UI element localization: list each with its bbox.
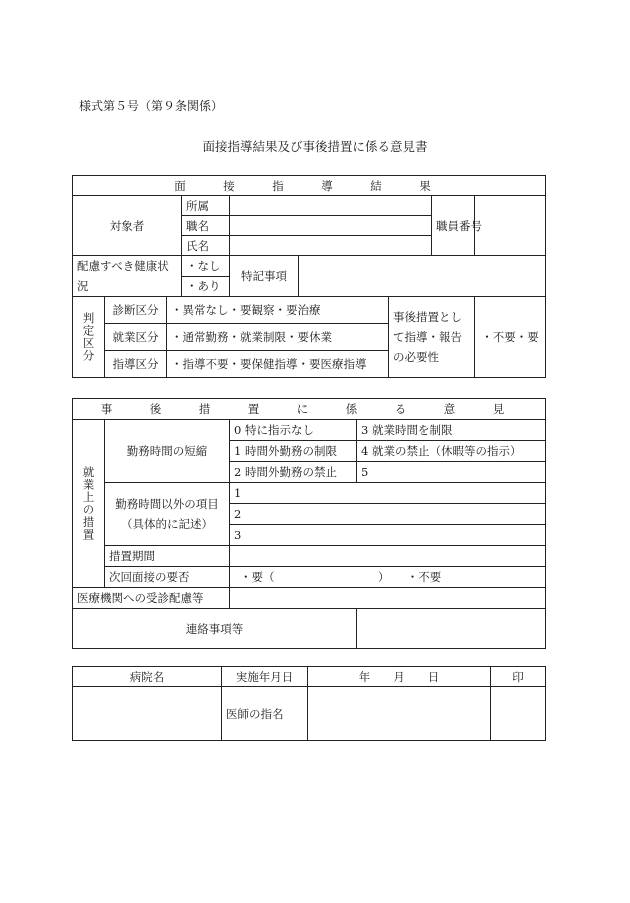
diagnosis-category-options[interactable]: ・異常なし・要観察・要治療 <box>167 297 389 324</box>
affiliation-label: 所属 <box>182 196 230 216</box>
next-interview-label: 次回面接の要否 <box>105 567 230 588</box>
measure-period-label: 措置期間 <box>105 546 230 567</box>
other-item-1[interactable]: 1 <box>230 483 546 504</box>
other-items-label: 勤務時間以外の項目（具体的に記述） <box>105 483 230 546</box>
interview-results-table <box>72 175 546 378</box>
staff-number-field[interactable] <box>475 196 546 256</box>
medical-consideration-label: 医療機関への受診配慮等 <box>73 588 230 609</box>
name-label: 氏名 <box>182 236 230 256</box>
health-option-none[interactable]: ・なし <box>182 256 230 277</box>
doctor-name-field[interactable] <box>308 687 491 741</box>
post-measures-heading: 事 後 措 置 に 係 る 意 見 <box>73 399 546 420</box>
special-notes-field[interactable] <box>299 256 546 297</box>
hours-option-3[interactable]: 3 就業時間を制限 <box>357 420 546 441</box>
implementation-date-field[interactable]: 年 月 日 <box>308 667 491 687</box>
work-category-label: 就業区分 <box>105 324 167 351</box>
hospital-name-field[interactable] <box>73 687 222 741</box>
hours-option-1[interactable]: 1 時間外勤務の制限 <box>230 441 357 462</box>
position-field[interactable] <box>230 216 432 236</box>
measure-period-field[interactable] <box>230 546 546 567</box>
other-item-3[interactable]: 3 <box>230 525 546 546</box>
implementation-date-label: 実施年月日 <box>222 667 308 687</box>
guidance-category-options[interactable]: ・指導不要・要保健指導・要医療指導 <box>167 351 389 378</box>
other-item-2[interactable]: 2 <box>230 504 546 525</box>
interview-heading: 面 接 指 導 結 果 <box>73 176 546 196</box>
hours-option-2[interactable]: 2 時間外勤務の禁止 <box>230 462 357 483</box>
hours-option-5[interactable]: 5 <box>357 462 546 483</box>
post-measures-table <box>72 398 546 649</box>
doctor-info-table <box>72 666 546 741</box>
work-measures-label: 就業上の措置 <box>73 420 105 588</box>
hours-reduction-label: 勤務時間の短縮 <box>105 420 230 483</box>
special-notes-label: 特記事項 <box>230 256 299 297</box>
health-status-label: 配慮すべき健康状況 <box>73 256 182 297</box>
work-category-options[interactable]: ・通常勤務・就業制限・要休業 <box>167 324 389 351</box>
judgment-category-label: 判定区分 <box>73 297 105 378</box>
medical-consideration-field[interactable] <box>230 588 546 609</box>
position-label: 職名 <box>182 216 230 236</box>
affiliation-field[interactable] <box>230 196 432 216</box>
hospital-name-label: 病院名 <box>73 667 222 687</box>
contact-notes-label: 連絡事項等 <box>73 609 357 649</box>
diagnosis-category-label: 診断区分 <box>105 297 167 324</box>
document-title: 面接指導結果及び事後措置に係る意見書 <box>202 139 428 154</box>
staff-number-label: 職員番号 <box>432 196 475 256</box>
next-interview-options[interactable]: ・要（ ） ・不要 <box>230 567 546 588</box>
report-necessity-label: 事後措置として指導・報告の必要性 <box>389 297 475 378</box>
hours-option-0[interactable]: 0 特に指示なし <box>230 420 357 441</box>
report-necessity-options[interactable]: ・不要・要 <box>475 297 546 378</box>
form-number: 様式第５号（第９条関係） <box>79 99 224 113</box>
seal-field[interactable] <box>491 687 546 741</box>
doctor-name-label: 医師の指名 <box>222 687 308 741</box>
contact-notes-field[interactable] <box>357 609 546 649</box>
seal-label: 印 <box>491 667 546 687</box>
guidance-category-label: 指導区分 <box>105 351 167 378</box>
health-option-present[interactable]: ・あり <box>182 276 230 297</box>
name-field[interactable] <box>230 236 432 256</box>
hours-option-4[interactable]: 4 就業の禁止（休暇等の指示） <box>357 441 546 462</box>
subject-label: 対象者 <box>73 196 182 256</box>
